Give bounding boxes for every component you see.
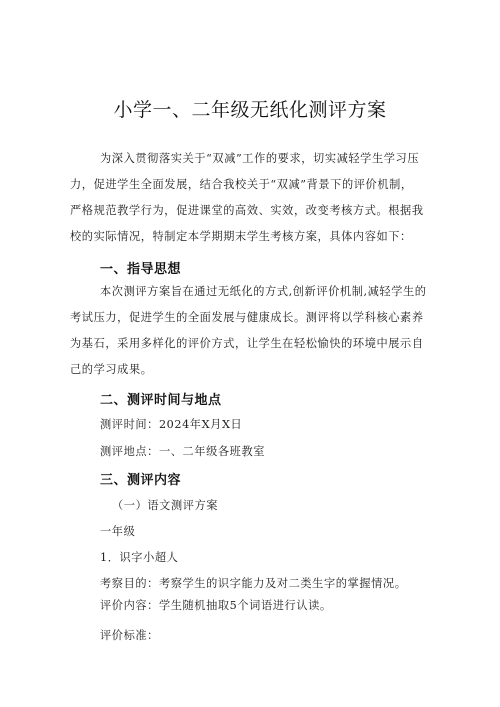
intro-line: 校的实际情况，特制定本学期期末学生考核方案，具体内容如下： bbox=[70, 230, 412, 243]
guiding-ideology-paragraph bbox=[70, 279, 432, 383]
test-place: 测评地点：一、二年级各班教室 bbox=[100, 445, 266, 458]
section-heading-test-content: 三、测评内容 bbox=[100, 473, 182, 488]
section-heading-time-place: 二、测评时间与地点 bbox=[100, 393, 222, 408]
subsection-chinese: （一）语文测评方案 bbox=[112, 499, 219, 512]
intro-paragraph bbox=[70, 146, 432, 250]
paragraph-line: 考试压力，促进学生的全面发展与健康成长。测评将以学科核心素养 bbox=[70, 311, 424, 324]
assessment-purpose: 考察目的：考察学生的识字能力及对二类生字的掌握情况。 bbox=[100, 577, 407, 590]
assessment-standard: 评价标准： bbox=[100, 629, 159, 642]
document-title: 小学一、二年级无纸化测评方案 bbox=[113, 99, 387, 121]
paragraph-line: 本次测评方案旨在通过无纸化的方式,创新评价机制,减轻学生的 bbox=[100, 285, 427, 298]
section-heading-guiding-ideology: 一、指导思想 bbox=[100, 262, 182, 277]
intro-line: 力，促进学生全面发展，结合我校关于“双减”背景下的评价机制， bbox=[70, 178, 413, 191]
assessment-content: 评价内容：学生随机抽取5个词语进行认读。 bbox=[100, 599, 332, 612]
item-title: 1．识字小超人 bbox=[100, 551, 179, 564]
intro-line: 为深入贯彻落实关于“双减”工作的要求，切实减轻学生学习压 bbox=[100, 152, 420, 165]
paragraph-line: 为基石，采用多样化的评价方式，让学生在轻松愉快的环境中展示自 bbox=[70, 337, 424, 350]
test-time: 测评时间：2024年X月X日 bbox=[100, 418, 243, 431]
paragraph-line: 己的学习成果。 bbox=[70, 363, 153, 376]
intro-line: 严格规范教学行为，促进课堂的高效、实效，改变考核方式。根据我 bbox=[70, 204, 424, 217]
grade-label: 一年级 bbox=[100, 525, 136, 538]
